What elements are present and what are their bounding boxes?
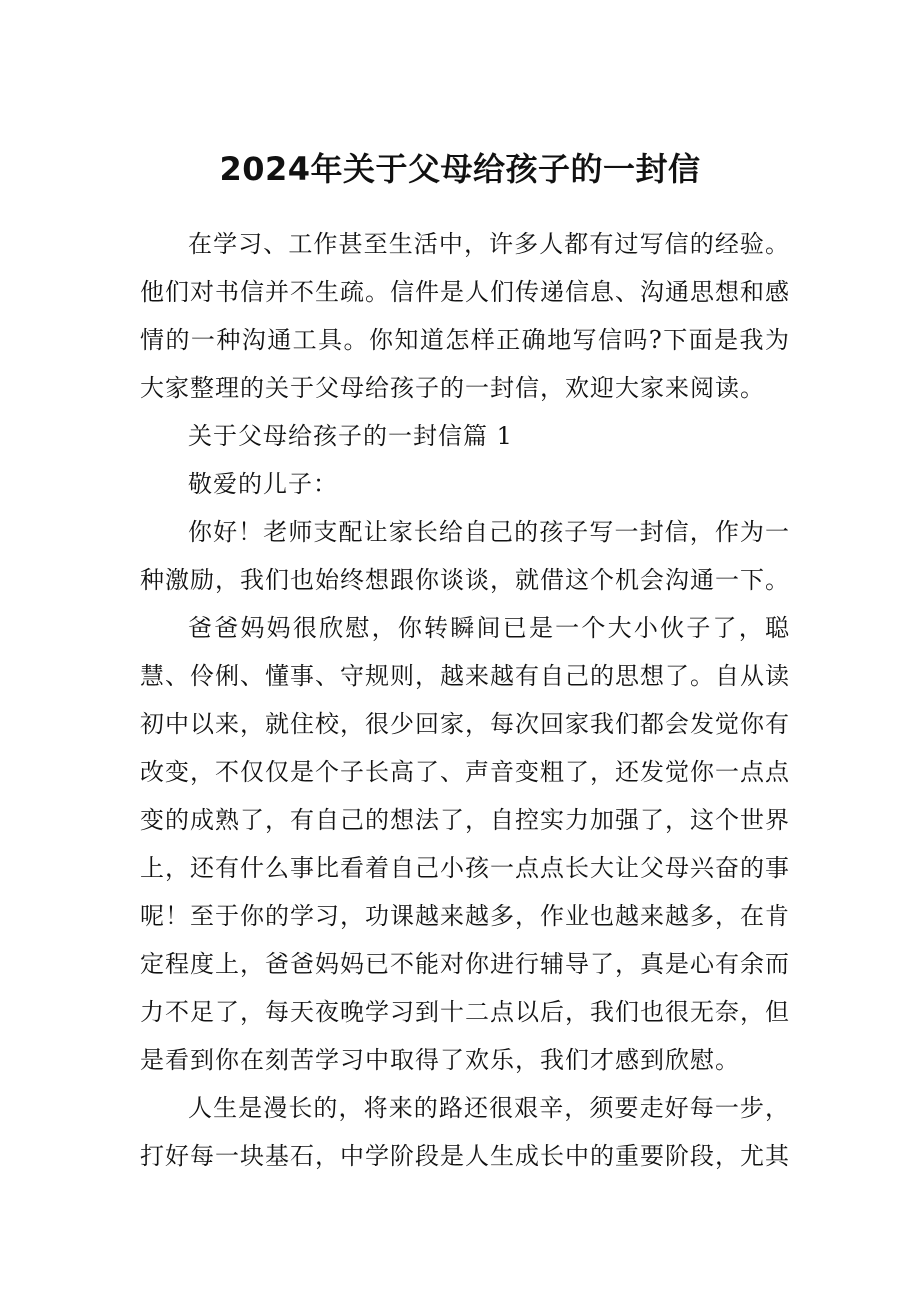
salutation: 敬爱的儿子： bbox=[188, 470, 338, 498]
document-title: 2024年关于父母给孩子的一封信 bbox=[219, 150, 701, 188]
body-paragraph: 爸爸妈妈很欣慰，你转瞬间已是一个大小伙子了，聪慧、伶俐、懂事、守规则，越来越有自己的思想了。自从读初中以来，就住校，很少回家，每次回家我们都会发觉你有改变，不仅仅是个子长高了、声音变粗了，还发觉你一点点变的成熟了，有自己的想法了，自控实力加强了，这个世界上，还有什么事比看着自己小孩一点点长大让父母兴奋的事呢！至于你的学习，功课越来越多，作业也越来越多，在肯定程度上，爸爸妈妈已不能对你进行辅导了，真是心有余而力不足了，每天夜晚学习到十二点以后，我们也很无奈，但是看到你在刻苦学习中取得了欢乐，我们才感到欣慰。 bbox=[140, 614, 790, 1074]
body-paragraph: 你好！老师支配让家长给自己的孩子写一封信，作为一种激励，我们也始终想跟你谈谈，就借这个机会沟通一下。 bbox=[140, 518, 790, 594]
section-heading: 关于父母给孩子的一封信篇 1 bbox=[188, 422, 513, 450]
intro-paragraph: 在学习、工作甚至生活中，许多人都有过写信的经验。他们对书信并不生疏。信件是人们传递信息、沟通思想和感情的一种沟通工具。你知道怎样正确地写信吗?下面是我为大家整理的关于父母给孩子的一封信，欢迎大家来阅读。 bbox=[140, 230, 790, 402]
body-paragraph: 人生是漫长的，将来的路还很艰辛，须要走好每一步，打好每一块基石，中学阶段是人生成长中的重要阶段，尤其 bbox=[140, 1094, 790, 1170]
document-body bbox=[140, 220, 790, 1180]
